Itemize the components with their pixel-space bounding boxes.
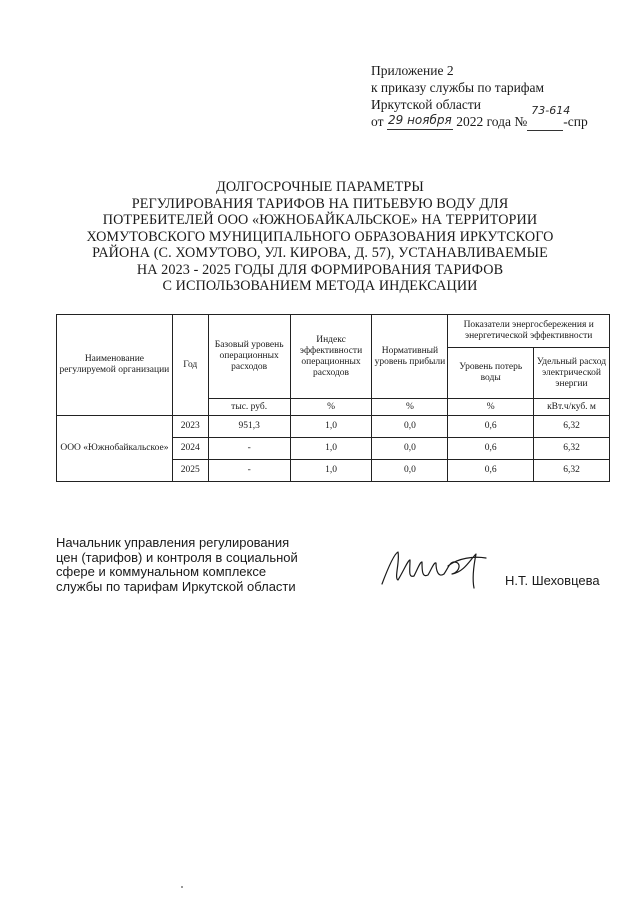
index-cell: 1,0 [290, 460, 372, 482]
header-year: Год [172, 315, 208, 416]
specific-cell: 6,32 [534, 460, 610, 482]
position-line: Начальник управления регулирования [56, 535, 290, 550]
profit-cell: 0,0 [372, 460, 448, 482]
document-title [70, 179, 570, 295]
unit-index: % [290, 399, 372, 416]
index-cell: 1,0 [290, 438, 372, 460]
year-cell: 2024 [172, 438, 208, 460]
handwritten-date: 29 ноября [387, 112, 453, 130]
appendix-header [371, 62, 588, 132]
title-line: ПОТРЕБИТЕЛЕЙ ООО «ЮЖНОБАЙКАЛЬСКОЕ» НА ТЕРРИТОРИИ [102, 212, 538, 228]
parameters-table [56, 314, 610, 482]
header-profit-level: Нормативный уровень прибыли [372, 315, 448, 399]
title-line: НА 2023 - 2025 ГОДЫ ДЛЯ ФОРМИРОВАНИЯ ТАРИФОВ [136, 261, 504, 278]
header-water-losses: Уровень потерь воды [448, 348, 534, 399]
header-specific-energy: Удельный расход электрической энергии [534, 348, 610, 399]
appendix-order-ref: к приказу службы по тарифам [371, 80, 545, 95]
header-org: Наименование регулируемой организации [57, 315, 173, 416]
specific-cell: 6,32 [534, 416, 610, 438]
losses-cell: 0,6 [448, 416, 534, 438]
base-cell: - [208, 460, 290, 482]
profit-cell: 0,0 [372, 438, 448, 460]
base-cell: - [208, 438, 290, 460]
base-cell: 951,3 [208, 416, 290, 438]
order-number-suffix: -спр [563, 114, 588, 129]
losses-cell: 0,6 [448, 460, 534, 482]
header-row-1 [57, 315, 610, 348]
unit-losses: % [448, 399, 534, 416]
title-line: С ИСПОЛЬЗОВАНИЕМ МЕТОДА ИНДЕКСАЦИИ [162, 278, 478, 294]
header-efficiency-index: Индекс эффективности операционных расходов [290, 315, 372, 399]
title-line: ДОЛГОСРОЧНЫЕ ПАРАМЕТРЫ [216, 179, 424, 195]
index-cell: 1,0 [290, 416, 372, 438]
header-base-opex: Базовый уровень операционных расходов [208, 315, 290, 399]
handwritten-signature [378, 548, 490, 590]
year-cell: 2025 [172, 460, 208, 482]
appendix-region: Иркутской области [371, 97, 482, 112]
date-prefix: от [371, 114, 384, 129]
handwritten-order-number: 73-614 [531, 104, 571, 117]
unit-specific: кВт.ч/куб. м [534, 399, 610, 416]
appendix-title: Приложение 2 [371, 63, 454, 78]
position-line: цен (тарифов) и контроля в социальной [56, 549, 298, 565]
title-line: РЕГУЛИРОВАНИЯ ТАРИФОВ НА ПИТЬЕВУЮ ВОДУ ДЛЯ [131, 195, 509, 212]
scan-speck [181, 886, 183, 888]
unit-profit: % [372, 399, 448, 416]
signatory-name: Н.Т. Шеховцева [505, 573, 600, 588]
header-energy-group: Показатели энергосбережения и энергетической эффективности [448, 315, 610, 348]
order-number-blank [527, 104, 571, 131]
unit-base: тыс. руб. [208, 399, 290, 416]
table-row [57, 416, 610, 438]
specific-cell: 6,32 [534, 438, 610, 460]
position-line: сфере и коммунальном комплексе [56, 564, 267, 579]
year-cell: 2023 [172, 416, 208, 438]
title-line: РАЙОНА (С. ХОМУТОВО, УЛ. КИРОВА, Д. 57), УСТАНАВЛИВАЕМЫЕ [92, 245, 548, 261]
profit-cell: 0,0 [372, 416, 448, 438]
signatory-position [56, 536, 298, 594]
org-name-cell: ООО «Южнобайкальское» [57, 416, 173, 482]
date-year: 2022 года № [456, 114, 528, 129]
position-line: службы по тарифам Иркутской области [56, 578, 296, 594]
losses-cell: 0,6 [448, 438, 534, 460]
title-line: ХОМУТОВСКОГО МУНИЦИПАЛЬНОГО ОБРАЗОВАНИЯ ИРКУТСКОГО [86, 228, 554, 245]
